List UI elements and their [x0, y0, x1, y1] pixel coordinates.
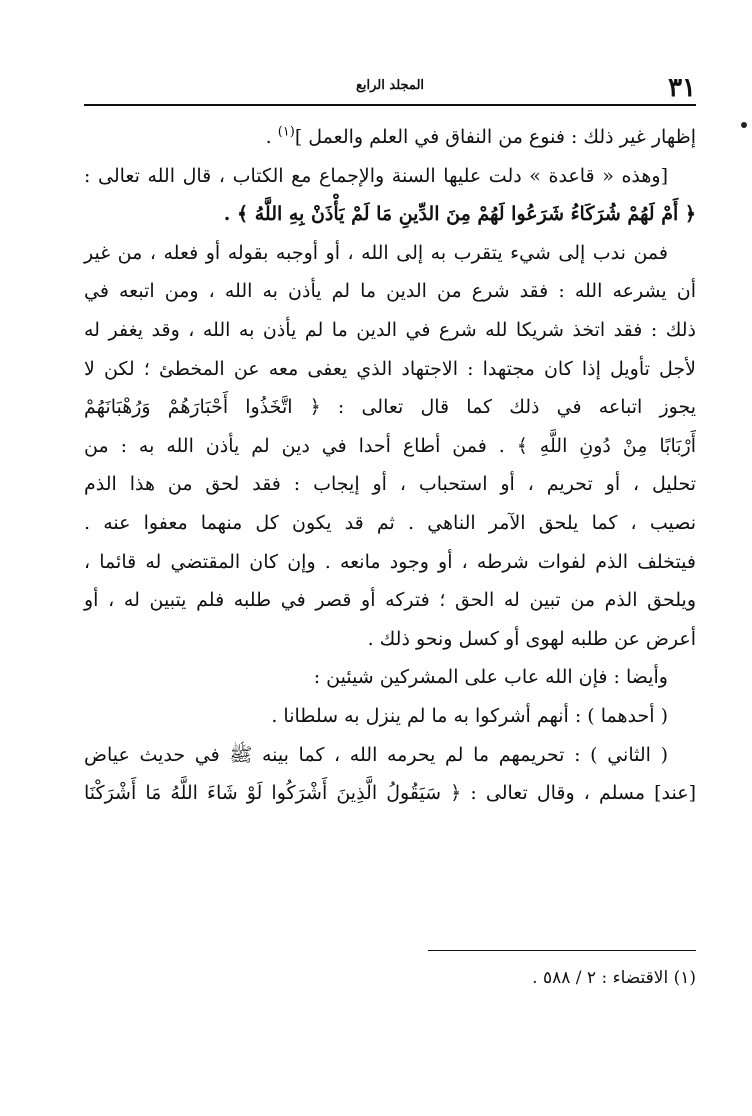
- line-1-tail: .: [265, 126, 278, 148]
- page-header: [84, 72, 696, 106]
- text-line-4: فمن ندب إلى شيء يتقرب به إلى الله ، أو أوجبه بقوله أو فعله ، من غير: [84, 241, 668, 264]
- running-title: المجلد الرابع: [355, 78, 425, 93]
- text-line-18: [عند] مسلم ، وقال تعالى : ﴿ سَيَقُولُ الَّذِينَ أَشْرَكُوا لَوْ شَاءَ اللَّهُ مَا أَشْرَكْنَا: [84, 782, 696, 805]
- text-line-9: أَرْبَابًا مِنْ دُونِ اللَّهِ ﴾ . فمن أطاع أحدا في دين لم يأذن الله به : من: [84, 434, 696, 457]
- text-line-1: [84, 118, 696, 157]
- text-line-16: ( أحدهما ) : أنهم أشركوا به ما لم ينزل به سلطانا .: [271, 704, 668, 727]
- body-text: [84, 118, 696, 813]
- text-line-6: ذلك : فقد اتخذ شريكا لله شرع في الدين ما لم يأذن به الله ، وقد يغفر له: [84, 318, 696, 341]
- text-line-10: تحليل ، أو تحريم ، أو استحباب ، أو إيجاب : فقد لحق من هذا الذم: [84, 473, 696, 496]
- text-line-7: لأجل تأويل إذا كان مجتهدا : الاجتهاد الذي يعفى معه عن المخطئ ؛ لكن لا: [84, 357, 696, 380]
- text-line-14: أعرض عن طلبه لهوى أو كسل ونحو ذلك .: [367, 627, 696, 650]
- text-line-8: يجوز اتباعه في ذلك كما قال تعالى : ﴿ اتَّخَذُوا أَحْبَارَهُمْ وَرُهْبَانَهُمْ: [84, 396, 696, 419]
- footnote-rule: [428, 950, 696, 951]
- footnote-marker: (١): [277, 124, 295, 140]
- text-line-11: نصيب ، كما يلحق الآمر الناهي . ثم قد يكون كل منهما معفوا عنه .: [84, 511, 696, 534]
- text-line-5: أن يشرعه الله : فقد شرع من الدين ما لم يأذن به الله ، ومن اتبعه في: [84, 280, 696, 303]
- header-rule: [84, 104, 696, 106]
- text-line-13: ويلحق الذم من تبين له الحق ؛ فتركه أو قصر في طلبه فلم يتبين له ، أو: [84, 589, 696, 612]
- text-line-17: ( الثاني ) : تحريمهم ما لم يحرمه الله ، كما بينه ﷺ في حديث عياض: [84, 743, 668, 766]
- margin-dot: [741, 122, 747, 128]
- text-line-15: وأيضا : فإن الله عاب على المشركين شيئين :: [313, 666, 668, 689]
- footnote: (١) الاقتضاء : ٢ / ٥٨٨ .: [532, 968, 696, 988]
- line-1-text: إظهار غير ذلك : فنوع من النفاق في العلم والعمل ]: [294, 126, 696, 148]
- page-number: ٣١: [668, 73, 696, 103]
- text-line-12: فيتخلف الذم لفوات شرطه ، أو وجود مانعه . وإن كان المقتضي له قائما ،: [84, 550, 696, 573]
- text-line-2: [وهذه « قاعدة » دلت عليها السنة والإجماع مع الكتاب ، قال الله تعالى :: [84, 164, 668, 187]
- quran-verse-line: ﴿ أَمْ لَهُمْ شُرَكَاءُ شَرَعُوا لَهُمْ مِنَ الدِّينِ مَا لَمْ يَأْذَنْ بِهِ اللَّهُ ﴾ .: [223, 203, 696, 226]
